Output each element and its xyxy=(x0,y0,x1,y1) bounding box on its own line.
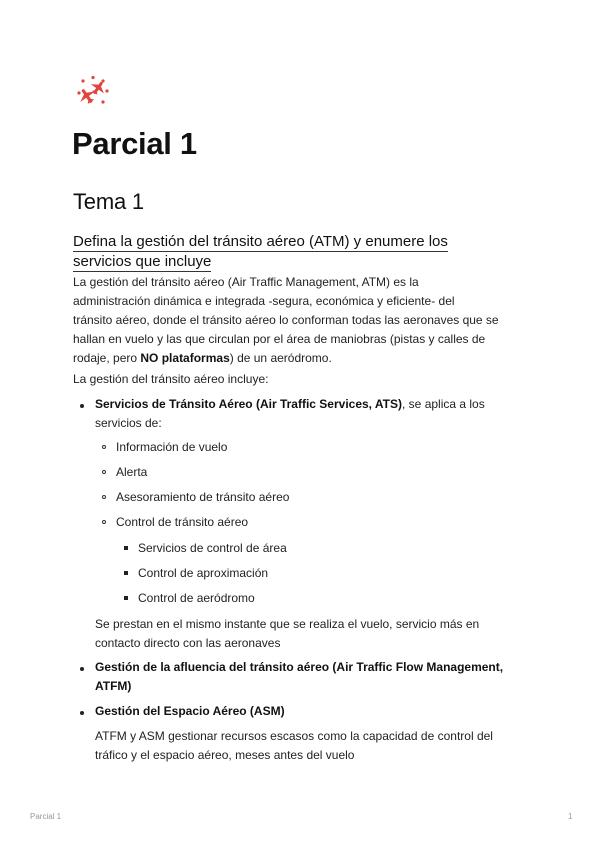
item-note-line: Se prestan en el mismo instante que se realiza el vuelo, servicio más en xyxy=(95,617,480,631)
bullet-square xyxy=(124,571,128,575)
list-item-atfm xyxy=(95,658,503,677)
paragraph-line: tránsito aéreo, donde el tránsito aéreo lo conforman todas las aeronaves que se xyxy=(73,313,499,327)
includes-paragraph: La gestión del tránsito aéreo incluye: xyxy=(73,372,269,386)
bullet-square xyxy=(124,546,128,550)
list-item-bold: Gestión del Espacio Aéreo (ASM) xyxy=(95,704,285,718)
page-title: Parcial 1 xyxy=(72,126,197,161)
sub-sub-list-item: Control de aproximación xyxy=(138,566,269,580)
paragraph-line: hallan en vuelo y las que circulan por el área de maniobras (pistas y calles de xyxy=(73,332,486,346)
paragraph-line xyxy=(73,349,533,368)
footer-page-number: 1 xyxy=(568,812,573,821)
paragraph-line: administración dinámica e integrada -segura, económica y eficiente- del xyxy=(73,294,455,308)
question-heading xyxy=(73,232,493,272)
airplanes-icon xyxy=(74,74,112,112)
sub-list-item: Control de tránsito aéreo xyxy=(116,515,249,529)
sub-list-item: Información de vuelo xyxy=(116,440,228,454)
sub-sub-list-item: Servicios de control de área xyxy=(138,541,287,555)
section-title: Tema 1 xyxy=(73,189,144,214)
paragraph-line: La gestión del tránsito aéreo (Air Traffic Management, ATM) es la xyxy=(73,275,419,289)
sub-list-item: Asesoramiento de tránsito aéreo xyxy=(116,490,290,504)
list-item-line xyxy=(95,677,131,696)
list-item-text: , se aplica a los xyxy=(402,397,485,411)
list-item-bold: Servicios de Tránsito Aéreo (Air Traffic Services, ATS) xyxy=(95,397,403,411)
item-note-line: contacto directo con las aeronaves xyxy=(95,636,281,650)
text-span: ) de un aeródromo. xyxy=(229,351,332,365)
bullet-circle xyxy=(102,445,106,449)
text-span: rodaje, pero xyxy=(73,351,141,365)
item-note-line: tráfico y el espacio aéreo, meses antes del vuelo xyxy=(95,748,355,762)
item-note-line: ATFM y ASM gestionar recursos escasos como la capacidad de control del xyxy=(95,729,493,743)
list-item-bold: Gestión de la afluencia del tránsito aéreo (Air Traffic Flow Management, xyxy=(95,660,504,674)
list-item-bold: ATFM) xyxy=(95,679,132,693)
list-item-line: servicios de: xyxy=(95,416,162,430)
bullet-disc xyxy=(80,404,84,408)
list-item-ats xyxy=(95,395,485,414)
bullet-disc xyxy=(80,667,84,671)
sub-list-item: Alerta xyxy=(116,465,148,479)
bullet-square xyxy=(124,596,128,600)
bullet-disc xyxy=(80,711,84,715)
list-item-asm xyxy=(95,702,285,721)
definition-paragraph xyxy=(73,273,533,368)
bullet-circle xyxy=(102,470,106,474)
bullet-circle xyxy=(102,520,106,524)
sub-sub-list-item: Control de aeródromo xyxy=(138,591,255,605)
footer-title: Parcial 1 xyxy=(30,812,62,821)
bold-span: NO plataformas xyxy=(140,351,230,365)
question-text: Defina la gestión del tránsito aéreo (ATM) y enumere los servicios que incluye xyxy=(73,233,448,270)
bullet-circle xyxy=(102,495,106,499)
